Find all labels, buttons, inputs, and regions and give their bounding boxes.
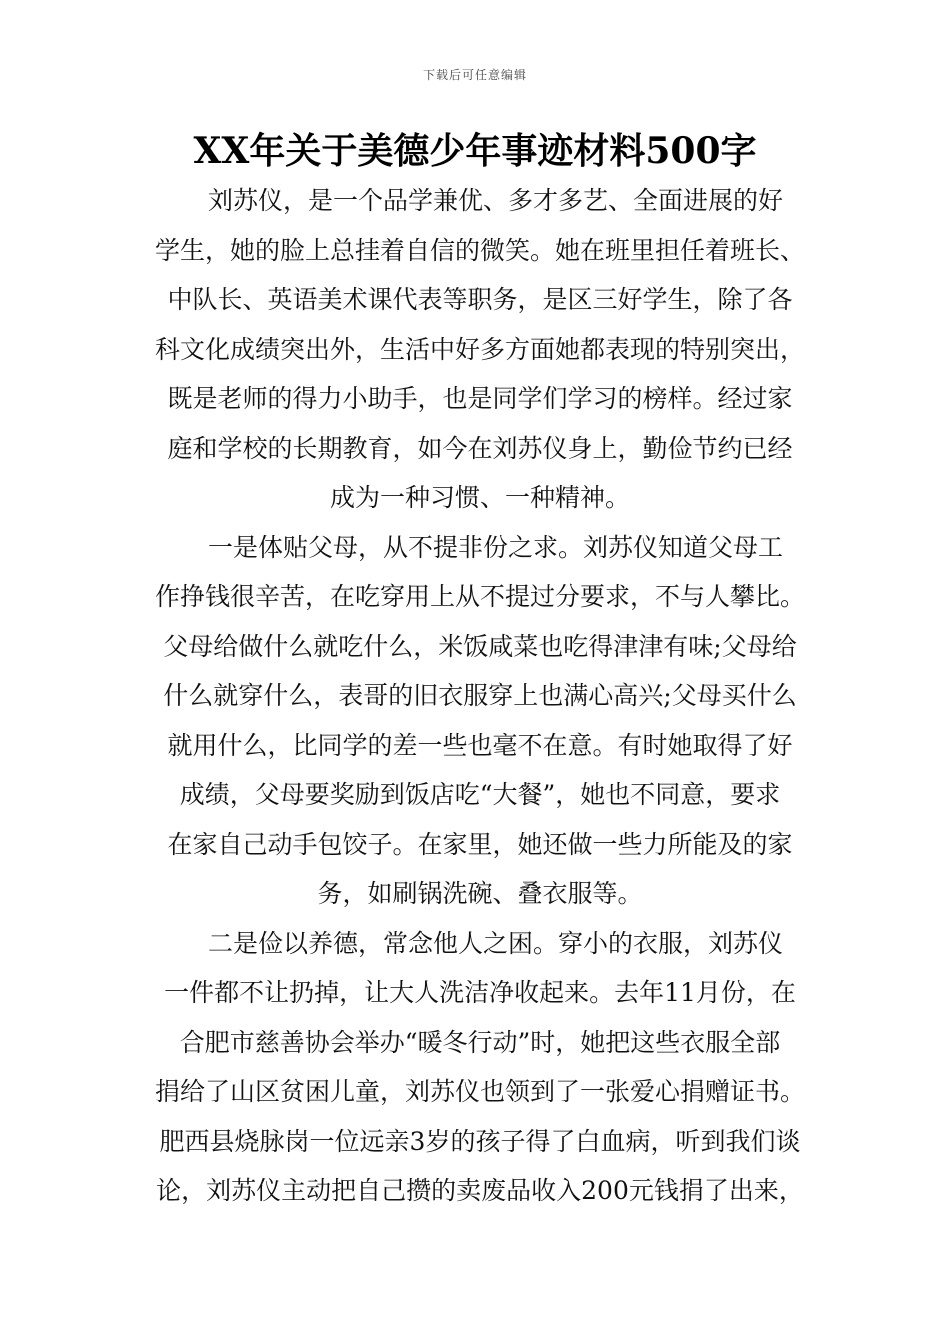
paragraph-line: 既是老师的得力小助手，也是同学们学习的榜样。经过家 — [167, 384, 793, 413]
paragraph-line: 二是俭以养德，常念他人之困。穿小的衣服，刘苏仪 — [208, 928, 784, 958]
paragraph-line: 学生，她的脸上总挂着自信的微笑。她在班里担任着班长、 — [154, 235, 805, 265]
paragraph-line: 肥西县烧脉岗一位远亲3岁的孩子得了白血病，听到我们谈 — [159, 1126, 801, 1156]
paragraph-line: 科文化成绩突出外，生活中好多方面她都表现的特别突出， — [154, 334, 805, 364]
paragraph-line: 务，如刷锅洗碗、叠衣服等。 — [317, 879, 643, 908]
paragraph-line: 父母给做什么就吃什么，米饭咸菜也吃得津津有味;父母给 — [163, 631, 797, 661]
paragraph-line: 一件都不让扔掉，让大人洗洁净收起来。去年11月份，在 — [164, 978, 796, 1007]
paragraph-line: 论，刘苏仪主动把自己攒的卖废品收入200元钱捐了出来， — [156, 1176, 804, 1205]
paragraph-line: 作挣钱很辛苦，在吃穿用上从不提过分要求，不与人攀比。 — [154, 582, 805, 611]
paragraph-line: 成为一种习惯、一种精神。 — [329, 483, 630, 512]
paragraph-line: 合肥市慈善协会举办“暖冬行动”时，她把这些衣服全部 — [179, 1027, 781, 1057]
paragraph-line: 捐给了山区贫困儿童，刘苏仪也领到了一张爱心捐赠证书。 — [154, 1077, 805, 1106]
header-note: 下载后可任意编辑 — [422, 68, 527, 82]
document-title: XX年关于美德少年事迹材料500字 — [193, 130, 757, 172]
paragraph-line: 在家自己动手包饺子。在家里，她还做一些力所能及的家 — [167, 829, 793, 859]
paragraph-line: 庭和学校的长期教育，如今在刘苏仪身上，勤俭节约已经 — [167, 433, 793, 463]
document-body — [140, 176, 820, 1216]
paragraph-line: 成绩，父母要奖励到饭店吃“大餐”，她也不同意，要求 — [179, 780, 781, 809]
paragraph-line: 一是体贴父母，从不提非份之求。刘苏仪知道父母工 — [208, 532, 784, 562]
paragraph-line: 什么就穿什么，表哥的旧衣服穿上也满心高兴;父母买什么 — [163, 681, 797, 710]
paragraph-line: 刘苏仪，是一个品学兼优、多才多艺、全面进展的好 — [208, 186, 784, 215]
paragraph-line: 中队长、英语美术课代表等职务，是区三好学生，除了各 — [167, 285, 793, 314]
paragraph-line: 就用什么，比同学的差一些也毫不在意。有时她取得了好 — [167, 730, 793, 760]
